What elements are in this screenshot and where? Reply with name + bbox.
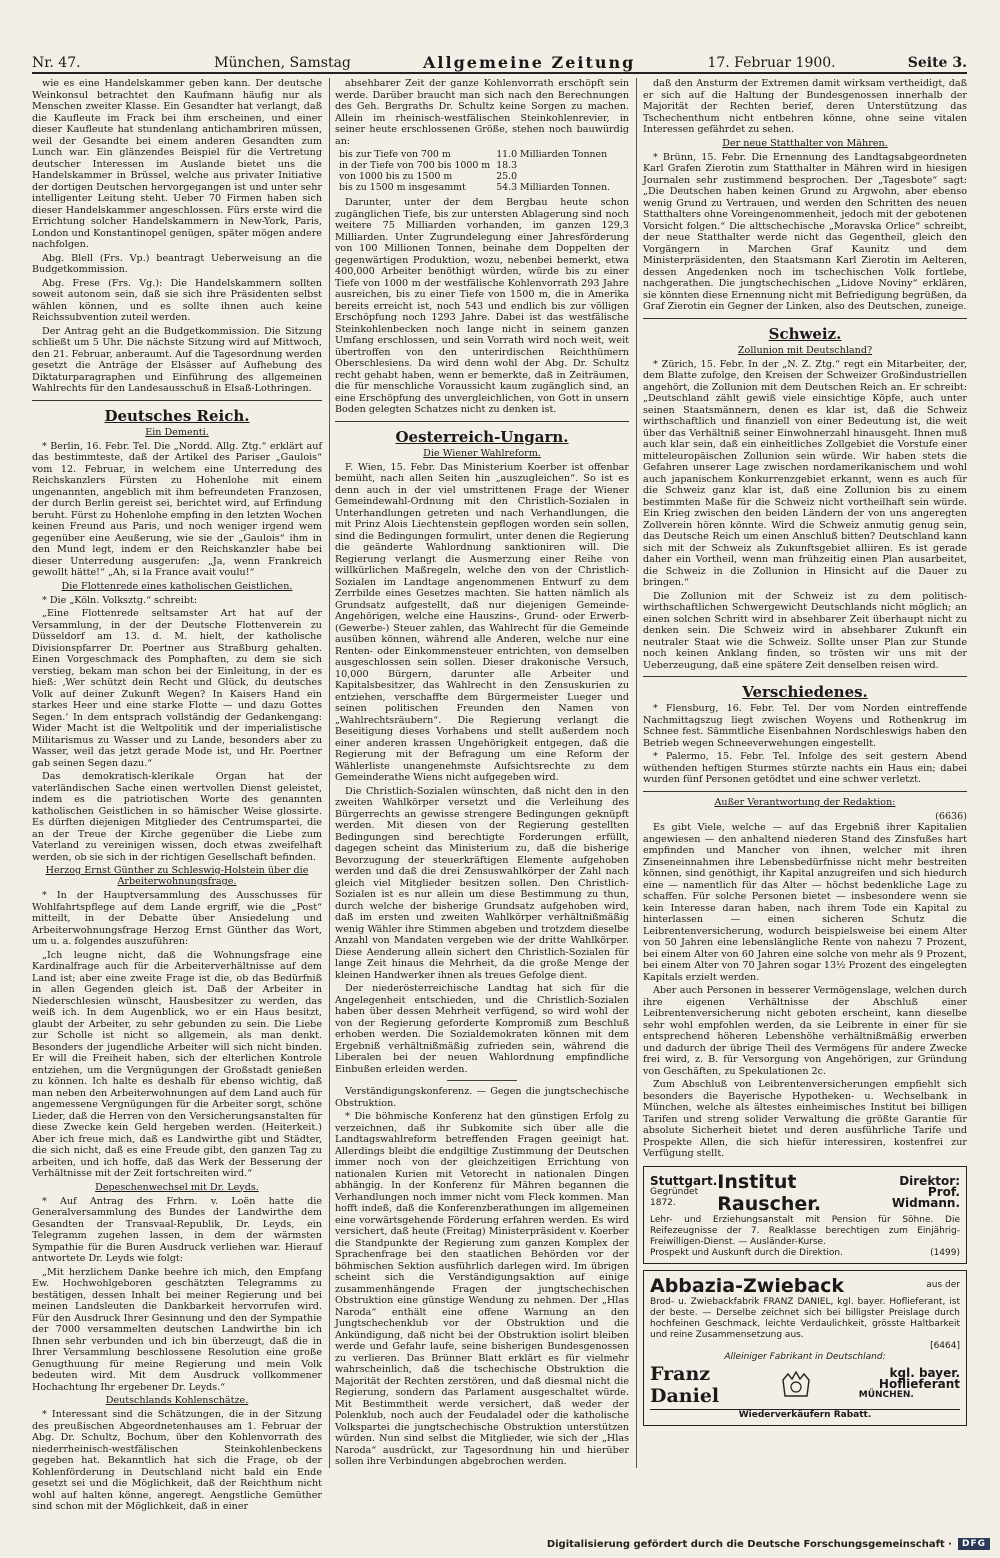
paragraph: Die Christlich-Sozialen wünschten, daß nicht den in den zweiten Wahlkörper versetzt und die Verleihung des Bürgerrechts an gewisse strengere Bedingungen geknüpft werden. Mit diesen von der Regierung gestellten Bedingungen sind berechtigte Forderungen erfüllt, dagegen scheint das Ministerium zu, daß die bisherige Bevorzugung der steuerkräftigen Elemente aufgehoben werden und daß die drei Zensuswahlkörper der Zahl nach gleich viel Mitglieder besitzen sollen. Den Christlich-Sozialen ist es nur allein um diese Bestimmung zu thun, durch welche der bisherige Grundsatz aufgehoben wird, daß im ersten und zweiten Wahlkörper verhältnißmäßig wenig Wähler ihre Stimmen abgeben und trotzdem dieselbe Anzahl von Mandaten vergeben wie der dritte Wahlkörper. Diese Aenderung allein sichert den Christlich-Sozialen für lange Zeit hinaus die Mehrheit, da die große Menge der kleinen Handwerker ihnen als treues Gefolge dient. xyxy=(335,785,629,981)
paragraph: * Berlin, 16. Febr. Tel. Die „Nordd. Allg. Ztg.“ erklärt auf das bestimmteste, daß der Artikel des Pariser „Gaulois“ vom 12. Februar, in welchem eine Unterredung des Reichskanzlers Fürsten zu Hohenlohe mit einem ungenannten, angeblich mit ihm befreundeten Franzosen, der durch Berlin gereist sei, berichtet wird, auf Erfindung beruht. Fürst zu Hohenlohe empfing in den letzten Wochen keinen Freund aus Paris, und noch weniger irgend wem gegenüber eine Aeußerung, wie sie der „Gaulois“ ihm in den Mund legt, indem er den Reichskanzler habe bei dieser Unterredung ausgerufen: „Ja, wenn Frankreich gewollt hätte!“ „Ah, si la France avait voulu!“ xyxy=(32,440,322,578)
masthead xyxy=(32,50,967,74)
ad-maker: Franz Daniel xyxy=(650,1362,720,1407)
section-heading: Schweiz. xyxy=(768,324,842,343)
ad-text: Prospekt und Auskunft durch die Direktion. xyxy=(650,1247,843,1258)
page-number: Seite 3. xyxy=(907,55,967,71)
paragraph: Abg. Frese (Frs. Vg.): Die Handelskammern sollten soweit autonom sein, daß sie sich ihre Präsidenten selbst wählen können, und es sollte ihnen auch keine Reichssubvention zuteil werden. xyxy=(32,277,322,323)
paragraph: Zum Abschluß von Leibrentenversicherungen empfiehlt sich besonders die Bayerische Hypotheken- u. Wechselbank in München, welche als ältestes einheimisches Institut bei billigen Tarifen und streng solider Verwaltung die größte Garantie für absolute Sicherheit bietet und deren ausführliche Tarife und Prospekte Allen, die sich hiefür interessiren, kostenfrei zur Verfügung stellt. xyxy=(643,1079,967,1159)
paragraph: * Die böhmische Konferenz hat den günstigen Erfolg zu verzeichnen, daß ihr Subkomite sich über alle die Landtagswahlreform betreffenden Fragen geeinigt hat. Allerdings bleibt die endgiltige Zustimmung der Deutschen immer noch von der gleichzeitigen Errichtung von nationalen Kurien mit Vetorecht in nationalen Dingen abhängig. In der Konferenz für Mähren begannen die Verhandlungen noch immer nicht vom Fleck kommen. Man hofft indeß, daß die Konferenzberathungen im allgemeinen eine vorwärtsgehende Förderung erfahren werden. Es wird versichert, daß heute (Freitag) Ministerpräsident v. Koerber die Standpunkte der Regierung zum ganzen Komplex der Sprachenfrage bei den staatlichen Behörden vor der böhmischen Sektion ausführlich darlegen wird. Im übrigen scheint sich die Verständigungsaktion auf einige zusammenhängende Fragen der jungtschechischen Obstruktion eine günstige Wendung zu nehmen. Der „Hlas Naroda“ enthält eine offene Warnung an den Jungtschechenklub vor der Obstruktion und die Ankündigung, daß nicht bei der Obstruktion isolirt bleiben werde und Gefahr laufe, seine bisherigen Bundesgenossen zu verlieren. Das Brünner Blatt erklärt es für vielmehr wahrscheinlich, daß die tschechische Obstruktion die Majorität der Rechten zerstören, und daß diesmal nicht die Regierung, sondern das Parlament ausgeschaltet würde. Mit Bestimmtheit werde versichert, daß weder der Polenklub, noch auch der Feudaladel oder die katholische Volkspartei die jungtschechische Obstruktion unterstützen würden. Nun sind selbst die Mitglieder, wie sich der „Hlas Naroda“ ausdrückt, zur Tagesordnung hin und hierüber sollen ihre Verbindungen abgebrochen werden. xyxy=(335,1111,629,1467)
paragraph: Der Antrag geht an die Budgetkommission. Die Sitzung schließt um 5 Uhr. Die nächste Sitzung wird auf Mittwoch, den 21. Februar, anberaumt. Auf die Tagesordnung werden gesetzt die Anträge der Elsässer auf Aufhebung des Diktaturparagraphen und Einführung des allgemeinen Wahlrechts für den Landesausschuß in Elsaß-Lothringen. xyxy=(32,325,322,394)
ad-director-label: Direktor: xyxy=(899,1174,960,1188)
ad-director-block xyxy=(874,1176,960,1209)
paragraph: * Brünn, 15. Febr. Die Ernennung des Landtagsabgeordneten Karl Grafen Zierotin zum Statthalter in Mähren wird in hiesigen Journalen sehr zustimmend besprochen. Der „Tagesbote“ sagt: „Die Deutschen haben keinen Grund zu Argwohn, aber ebenso wenig Grund zu Vertrauen, und werden den Schritten des neuen Statthalters ohne Voreingenommenheit, jedoch mit der gebotenen Vorsicht folgen.“ Die alttschechische „Moravska Orlice“ schreibt, der neue Statthalter werde nicht das Gegentheil, gleich den Vorgängern in Marchen Graf Kaunitz und dem Ministerpräsidenten, den Staatsmann Karl Zierotin im Aelteren, dessen Angedenken noch im tschechischen Volk fortlebe, nachgerathen. Die jungtschechischen „Lidove Noviny“ erklären, sie könnten diese Ernennung nicht mit Befriedigung begrüßen, da Graf Zierotin ein Gegner der Linken, also des Deutschen, zuneige. xyxy=(643,151,967,312)
ad-director: Prof. Widmann. xyxy=(891,1185,960,1210)
table-cell: bis zu 1500 m insgesammt xyxy=(339,182,466,193)
ad-header xyxy=(650,1171,960,1215)
section-heading: Oesterreich-Ungarn. xyxy=(395,427,569,446)
advertisement-abbazia xyxy=(643,1270,967,1426)
subheading: Deutschlands Kohlenschätze. xyxy=(105,1395,249,1406)
ad-title-block xyxy=(813,1368,960,1401)
column-divider xyxy=(636,78,637,1468)
paragraph: * In der Hauptversammlung des Ausschusses für Wohlfahrtspflege auf dem Lande ergriff, wie die „Post“ mitteilt, in der Debatte über Ansiedelung und Arbeiterwohnungsfrage Herzog Ernst Günther das Wort, um u. a. folgendes auszuführen: xyxy=(32,890,322,947)
paragraph: Das demokratisch-klerikale Organ hat der vaterländischen Sache einen wertvollen Dienst geleistet, indem es die patriotischen Worte des genannten katholischen Geistlichen in so hämischer Weise glossirte. Es dürften diejenigen Mitglieder des Centrumspartei, die an der Treue der Kirche gegenüber die Liebe zum Vaterland zu vereinigen wissen, doch etwas zweifelhaft werden, ob sie sich in der richtigen Gesellschaft befinden. xyxy=(32,771,322,863)
ad-text: Brod- u. Zwiebackfabrik FRANZ DANIEL, kgl. bayer. Hoflieferant, ist der beste. — Derselbe zeichnet sich bei billigster Preislage durch hochfeinen Geschmack, leichte Verdaulichkeit, grösste Haltbarkeit und reine Zusammensetzung aus. xyxy=(650,1296,960,1340)
ad-name: Institut Rauscher. xyxy=(717,1170,822,1215)
ad-name: Abbazia-Zwieback xyxy=(650,1274,845,1297)
ad-text: aus der xyxy=(926,1280,960,1290)
column-divider xyxy=(329,78,330,1468)
paragraph: F. Wien, 15. Febr. Das Ministerium Koerber ist offenbar bemüht, nach allen Seiten hin „auszugleichen“. So ist es denn auch in der viel umstrittenen Frage der Wiener Gemeindewahl-Ordnung mit den Christlich-Sozialen in Unterhandlungen getreten und nach Verhandlungen, die mit Prinz Alois Liechtenstein gepflogen worden sein sollen, sind die Bedingungen formulirt, unter denen die Regierung die geänderte Wahlordnung sanktioniren will. Die Regierung verlangt die Ausmerzung einer Reihe von willkürlichen Maßregeln, welche den von der Christlich-Sozialen im Landtage angenommenen Entwurf zu dem Zerrbilde eines Gesetzes machten. Sie hatten nämlich als Grundsatz aufgestellt, daß nur diejenigen Gemeinde-Angehörigen, welche eine Hauszins-, Grund- oder Erwerb- (Gewerbe-) Steuer zahlen, das Wahlrecht für die Gemeinde ausüben können, während alle Anderen, welche nur eine Renten- oder Einkommensteuer entrichten, von demselben ausgeschlossen sein sollen. Dieser drakonische Versuch, 10,000 Bürgern, darunter alle Arbeiter und Kapitalsbesitzer, das Wahlrecht in den Zensuskurien zu entziehen, verschaffte dem Bürgermeister Lueger und seinen politischen Freunden den Namen von „Wahlrechtsräubern“. Die Regierung verlangt die Beseitigung dieses Vorhabens und stellt außerdem noch einer anderen krassen Ungehörigkeit entgegen, daß die Regierung mit der Befragung um eine Reform der Wählerliste unangenehmste Aufsichtsrechte zu dem Gemeinderathe Wiens nicht aufgegeben wird. xyxy=(335,461,629,783)
table-row xyxy=(339,160,616,171)
paragraph: * Auf Antrag des Frhrn. v. Loën hatte die Generalversammlung des Bundes der Landwirthe dem Gesandten der Transvaal-Republik, Dr. Leyds, ein Telegramm zugehen lassen, in dem der wärmsten Sympathie für die Buren Ausdruck verliehen war. Hierauf antwortete Dr. Leyds wie folgt: xyxy=(32,1195,322,1264)
table-cell: 25.0 xyxy=(496,171,518,182)
ad-footer xyxy=(650,1248,960,1259)
table-row xyxy=(339,182,616,193)
royal-crest-icon xyxy=(779,1370,813,1400)
ad-founded: Gegründet 1872. xyxy=(650,1187,699,1208)
paragraph: absehbarer Zeit der ganze Kohlenvorrath erschöpft sein werde. Darüber braucht man sich nach den Berechnungen des Geh. Bergraths Dr. Schultz keine Sorgen zu machen. Allein im rheinisch-westfälischen Steinkohlenrevier, in seiner heute erschlossenen Größe, stehen noch bauwürdig an: xyxy=(335,78,629,147)
newspaper-title: Allgemeine Zeitung xyxy=(423,53,636,72)
paragraph: Darunter, unter der dem Bergbau heute schon zugänglichen Tiefe, bis zur untersten Ablagerung sind noch weitere 75 Milliarden vorhanden, im ganzen 129,3 Milliarden. Unter Zugrundelegung einer Jahresförderung von 100 Millionen Tonnen, beinahe dem Doppelten der gegenwärtigen Produktion, wozu, nebenbei bemerkt, etwa 400,000 Arbeiter benöthigt würden, würde bis zu einer Tiefe von 1000 m der westfälische Kohlenvorrath 293 Jahre ausreichen, bis zu einer Tiefe von 1500 m, die in Amerika bereits erreicht ist, noch 543 und endlich bis zur völligen Erschöpfung noch 1293 Jahre. Dabei ist das westfälische Steinkohlenbecken noch lange nicht in seinem ganzen Umfang erschlossen, und sein Vorrath wird noch weit, weit übertroffen von den unterirdischen Reichthümern Oberschlesiens. Da wird denn wohl der Abg. Dr. Schultz recht gehabt haben, wenn er bemerkte, daß in Zeiträumen, die für menschliche Voraussicht kaum zugänglich sind, an eine Erschöpfung des unvergleichlichen, von Gott in unsern Boden gelegten Schatzes nicht zu denken ist. xyxy=(335,197,629,415)
table-cell: bis zur Tiefe von 700 m xyxy=(339,149,451,160)
table-row xyxy=(339,149,616,160)
ad-text: Lehr- und Erziehungsanstalt mit Pension für Söhne. Die Reifezeugnisse der 7. Realklasse berechtigen zum Einjährig-Freiwilligen-Dienst. — Ausländer-Kurse. xyxy=(650,1214,960,1247)
subheading: Die Flottenrede eines katholischen Geistlichen. xyxy=(61,580,293,592)
subheading: Ein Dementi. xyxy=(145,426,209,438)
ad-text: Alleiniger Fabrikant in Deutschland: xyxy=(724,1351,886,1362)
paragraph: Abg. Blell (Frs. Vp.) beantragt Ueberweisung an die Budgetkommission. xyxy=(32,252,322,275)
paragraph: „Ich leugne nicht, daß die Wohnungsfrage eine Kardinalfrage auch für die Arbeiterverhältnisse auf dem Land ist; aber eine zweite Frage ist die, ob das Bedürfniß in allen Gegenden gleich ist. Daß der Arbeiter in Niederschlesien wünscht, Hausbesitzer zu werden, das weiß ich. In dem Augenblick, wo er ein Haus besitzt, glaubt der Arbeiter, zu sehr gebunden zu sein. Die Liebe zur Scholle ist nicht so allgemein, als man denkt. Besonders der jugendliche Arbeiter will sich nicht binden. Er will die Freiheit haben, sich der elterlichen Kontrole entziehen, um die Vergnügungen der Großstadt genießen zu können. Ich halte es deshalb für ebenso wichtig, daß man neben den Arbeiterwohnungen auf dem Land auch für angemessene Vergnügungen für die Arbeiter sorgt, schöne Lieder, daß die Herren von den Versicherungsanstalten für diese Zwecke kein Geld hergeben werden. (Heiterkeit.) Aber ich freue mich, daß es Landwirthe gibt und Städter, die sich nicht, daß es eine Freude gibt, den ganzen Tag zu arbeiten, und ich hoffe, daß das Werk der Besserung der Verhältnisse mit der Zeit fortschreiten wird.“ xyxy=(32,949,322,1179)
ad-reference: (6636) xyxy=(935,810,967,822)
paragraph: wie es eine Handelskammer geben kann. Der deutsche Weinkonsul betrachtet den Kaufmann häufig nur als Menschen zweiter Klasse. Ein Gesandter hat verlangt, daß die Kaufleute im Frack bei ihm erscheinen, und einer dieser Kaufleute hat stundenlang antichambriren müssen, weil der Gesandte bei einem anderen Gesandten zum Lunch war. Ein glänzendes Beispiel für die Vertretung deutscher Interessen im Auslande bietet uns die Handelskammer in Brüssel, welche aus privater Initiative der dortigen Deutschen hervorgegangen ist und unter sehr intelligenter Leitung steht. Ueber 70 Firmen haben sich dieser Handelskammer angeschlossen. Fürs erste wird die Errichtung solcher Handelskammern in New-York, Paris, London und Konstantinopel genügen, später mögen andere nachfolgen. xyxy=(32,78,322,250)
table-cell: in der Tiefe von 700 bis 1000 m xyxy=(339,160,491,171)
issue-date: 17. Februar 1900. xyxy=(707,55,836,71)
section-separator xyxy=(643,676,967,677)
ad-reference: [6464] xyxy=(930,1340,960,1351)
place-day: München, Samstag xyxy=(214,55,351,71)
subheading: Herzog Ernst Günther zu Schleswig-Holstein über die Arbeiterwohnungsfrage. xyxy=(45,865,309,887)
issue-number: Nr. 47. xyxy=(32,55,81,71)
ad-header xyxy=(650,1275,960,1297)
subheading: Zollunion mit Deutschland? xyxy=(737,344,873,356)
subheading: Die Wiener Wahlreform. xyxy=(423,447,541,459)
ad-maker-title: kgl. bayer. Hoflieferant xyxy=(878,1366,960,1391)
footer-text: Digitalisierung gefördert durch die Deutsche Forschungsgemeinschaft · xyxy=(546,1538,952,1550)
paragraph: daß den Ansturm der Extremen damit wirksam vertheidigt, daß er sich auf die Haltung der Bundesgenossen innerhalb der Majorität der Rechten berief, deren Unterstützung das Tschechenthum nicht entbehren könne, ohne seine vitalen Interessen gefährdet zu sehen. xyxy=(643,78,967,135)
section-separator xyxy=(335,421,629,422)
subheading: Depeschenwechsel mit Dr. Leyds. xyxy=(95,1181,259,1193)
paragraph: Aber auch Personen in besserer Vermögenslage, welchen durch ihre eigenen Verhältnisse der Abschluß einer Leibrentenversicherung nicht geboten erscheint, kann dieselbe sehr wohl empfohlen werden, da sie Leibrente in einer für sie entsprechend höheren Lebenshöhe verhältnißmäßig erwerben und dadurch der übrige Theil des Vermögens für andere Zwecke frei wird, z. B. für Versorgung von Angehörigen, zur Gründung von Geschäften, zu Spekulationen 2c. xyxy=(643,985,967,1077)
table-row xyxy=(339,171,616,182)
paragraph: * Flensburg, 16. Febr. Tel. Der vom Norden eintreffende Nachmittagszug liegt zwischen Woyens und Rothenkrug im Schnee fest. Sämmtliche Eisenbahnen Nordschleswigs haben den Betrieb wegen Schneeverwehungen eingestellt. xyxy=(643,703,967,749)
table-cell: 11.0 Milliarden Tonnen xyxy=(496,149,608,160)
column-3 xyxy=(643,78,967,1468)
paragraph: Verständigungskonferenz. — Gegen die jungtschechische Obstruktion. xyxy=(335,1086,629,1109)
section-heading: Verschiedenes. xyxy=(742,683,868,701)
paragraph: „Eine Flottenrede seltsamster Art hat auf der Versammlung, in der der Deutsche Flottenverein zu Düsseldorf am 13. d. M. hielt, der katholische Divisionspfarrer Dr. Poertner aus Straßburg gehalten. Einen Vorgeschmack des Pomphaften, zu dem sie sich verstieg, bekam man schon bei der Einleitung, in der es hieß: ‚Wer schützt dein Recht und Glück, du deutsches Volk auf deiner Zukunft Wegen? In Kaisers Hand ein starkes Heer und eine starke Flotte — und dazu Gottes Segen.‘ In dem entsprach vollständig der Gedankengang: Wider Macht ist die Weltpolitik und der imperialistische Militarismus zu Wasser und zu Lande, besonders aber zu Wasser, weil das jetzt gerade Mode ist, und Hr. Poertner gab seinen Segen dazu.“ xyxy=(32,608,322,769)
paragraph: „Mit herzlichem Danke beehre ich mich, den Empfang Ew. Hochwohlgeboren geschätzten Telegramms zu bestätigen, dessen Inhalt bei meiner Regierung und bei meinen Landsleuten die Dankbarkeit hervorrufen wird. Für den Ausdruck Ihrer Gesinnung und den der Sympathie der 7000 versammelten deutschen Landwirthe bin ich Ihnen sehr verbunden und ich bin überzeugt, daß die in Ihrer Versammlung beschlossene Resolution eine große Genugthuung für meine Regierung und mein Volk bedeuten wird. Mit dem Ausdruck vollkommener Hochachtung Ihr ergebener Dr. Leyds.“ xyxy=(32,1266,322,1393)
paragraph: * Die „Köln. Volksztg.“ schreibt: xyxy=(42,594,198,606)
column-2 xyxy=(335,78,629,1468)
section-separator xyxy=(32,400,322,401)
paragraph: Die Zollunion mit der Schweiz ist zu dem politisch-wirthschaftlichen Schwergewicht Deutschlands nicht möglich; an einen solchen Schritt wird in absehbarer Zeit überhaupt nicht zu denken sein. Die Schweiz wird in absehbarer Zukunft ein neutraler Staat wie die Schweiz. Sollte unser Plan zur Stunde noch keinen Anklang finden, so trösten wir uns mit der Ueberzeugung, daß eine spätere Zeit denselben reisen wird. xyxy=(643,590,967,671)
ad-rebate: Wiederverkäufern Rabatt. xyxy=(650,1409,960,1421)
table-cell: von 1000 bis zu 1500 m xyxy=(339,171,453,182)
dfg-logo: DFG xyxy=(958,1538,990,1550)
paragraph: * Interessant sind die Schätzungen, die in der Sitzung des preußischen Abgeordnetenhauses am 1. Februar der Abg. Dr. Schultz, Bochum, über den Kohlenvorrath des niederrheinisch-westfälischen Steinkohlenbeckens gegeben hat. Bekanntlich hat sich die Frage, ob der Kohlenförderung in Deutschland nicht bald ein Ende gesetzt sei und die Möglichkeit, daß der Reichthum nicht wohl auf halten könne, angeregt. Aengstliche Gemüther sind schon mit der Möglichkeit, daß in einer xyxy=(32,1409,322,1512)
paragraph: * Palermo, 15. Febr. Tel. Infolge des seit gestern Abend wüthenden heftigen Sturmes stürzte nachts ein Haus ein; dabei wurden fünf Personen getödtet und eine schwer verletzt. xyxy=(643,751,967,785)
paragraph: Es gibt Viele, welche — auf das Ergebniß ihrer Kapitalien angewiesen — den anhaltend niederen Stand des Zinsfußes hart empfinden und Mancher von ihnen, welcher mit ihren Zinseneinnahmen ihre Lebensbedürfnisse nicht mehr bestreiten können, sind genöthigt, ihr Kapital anzugreifen und sich hiedurch eine — namentlich für das Alter — höchst bedenkliche Lage zu schaffen. Für solche Personen bietet — insbesondere wenn sie kein Interesse daran haben, nach ihrem Tode ein Kapital zu hinterlassen — einen sicheren Schutz die Leibrentenversicherung, wodurch beispielsweise bei einem Alter von 50 Jahren eine lebenslängliche Rente von nahezu 7 Prozent, bei einem Alter von 60 Jahren eine solche von mehr als 9 Prozent, bei einem Alter von 70 Jahren sogar 13½ Prozent des eingelegten Kapitals erzielt werden. xyxy=(643,822,967,983)
table-cell: 54.3 Milliarden Tonnen. xyxy=(496,182,611,193)
advertisement-rauscher xyxy=(643,1166,967,1264)
subheading: Der neue Statthalter von Mähren. xyxy=(722,137,888,149)
ad-city: MÜNCHEN. xyxy=(858,1390,914,1400)
rule xyxy=(447,1080,517,1081)
subheading: Außer Verantwortung der Redaktion: xyxy=(714,796,896,808)
section-heading: Deutsches Reich. xyxy=(104,406,250,425)
column-1 xyxy=(32,78,322,1512)
columns xyxy=(32,78,967,1512)
coal-reserve-table xyxy=(339,149,616,193)
ad-city: Stuttgart. xyxy=(650,1174,718,1188)
section-separator xyxy=(643,318,967,319)
digitization-footer xyxy=(0,1530,1000,1558)
paragraph: Der niederösterreichische Landtag hat sich für die Angelegenheit entschieden, und die Christlich-Sozialen haben über dessen Mehrheit verfügend, so wird wohl der von der Regierung geforderte Kompromiß zum Beschluß erhoben werden. Die Sozialdemokraten können mit dem Ergebniß verhältnißmäßig zufrieden sein, während die Liberalen bei der neuen Wahlordnung empfindliche Einbußen erleiden werden. xyxy=(335,983,629,1075)
paragraph: * Zürich, 15. Febr. In der „N. Z. Ztg.“ regt ein Mitarbeiter, der, dem Blatte zufolge, den Kreisen der Schweizer Großindustriellen angehört, die Zollunion mit dem Deutschen Reich an. Er schreibt: „Deutschland zählt gewiß viele einsichtige Köpfe, auch unter seinen Staatsmännern, denen es klar ist, daß die Schweiz wirthschaftlich und finanziell von einer Bedeutung ist, die weit über das Verhältniß seiner Einwohnerzahl hinausgeht. Ihnen muß auch klar sein, daß ein einheitliches Zollgebiet die Vorstufe einer mitteleuropäischen Zollunion sein würde. Wir haben stets die Gefahren unserer Lage zwischen nordamerikanischem und wohl auch japanischem Konkurrenzgebiet erkannt, wenn es auch für die Schweiz ganz klar ist, daß eine Zollunion bis zu einem bestimmten Maße für die Schweiz nicht vortheilhaft sein würde. Ein Krieg zwischen den beiden Ländern der von uns angeregten Zollverein hören könnte. Wird die Schweiz anmutig genug sein, das Deutsche Reich um einen Anschluß bitten? Deutschland kann sich mit der Schweiz als Zukunftsgebiet alliiren. Es ist gerade daher ein Vortheil, wenn man frühzeitig einen Plan ausarbeitet, die Schweiz in die Zollunion in Hinsicht auf die Dauer zu bringen.“ xyxy=(643,358,967,588)
ad-maker-row xyxy=(650,1363,960,1407)
section-separator xyxy=(643,791,967,792)
table-cell: 18.3 xyxy=(496,160,518,171)
ad-reference: (1499) xyxy=(930,1247,960,1258)
ad-city-block xyxy=(650,1176,717,1209)
